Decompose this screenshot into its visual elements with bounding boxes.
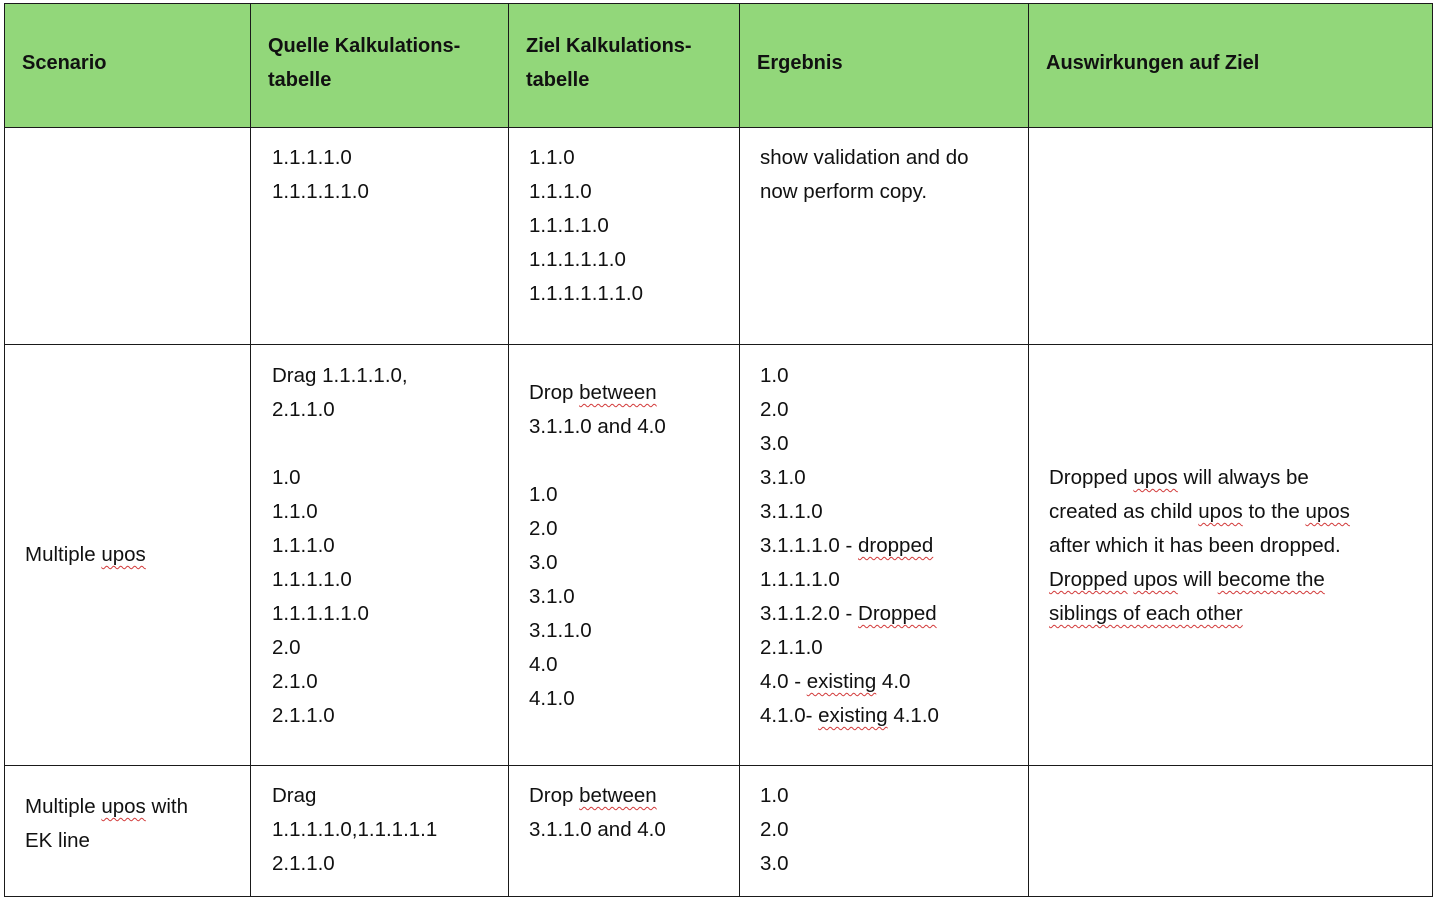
outline-number: 1.1.1.1.1.0	[272, 602, 369, 625]
impact-text: after which it has been dropped.	[1049, 534, 1341, 557]
result-existing	[760, 665, 1012, 699]
spellcheck-word: between	[579, 381, 657, 404]
spellcheck-word: Dropped	[1049, 568, 1128, 591]
outline-number: 3.1.0	[529, 585, 575, 608]
cell-scenario	[5, 345, 251, 766]
spellcheck-word: existing	[806, 670, 877, 693]
result-dropped	[760, 597, 1012, 631]
spellcheck-word: upos	[1305, 500, 1350, 523]
outline-number: 4.1.0	[887, 704, 939, 727]
drop-instruction: Drop between	[529, 784, 657, 807]
outline-number: 1.1.0	[272, 500, 318, 523]
cell-ziel	[509, 766, 740, 897]
cell-text	[5, 128, 250, 141]
spellcheck-word: dropped	[858, 534, 934, 557]
table-row	[5, 345, 1433, 766]
drag-instruction: 2.1.1.0	[272, 398, 335, 421]
result-existing	[760, 699, 1012, 733]
cell-quelle	[251, 345, 509, 766]
scenario-label: Multiple upos with	[25, 795, 188, 818]
column-header-quelle	[251, 4, 509, 128]
drop-word: Drop	[529, 381, 580, 404]
drop-instruction: 3.1.1.0 and 4.0	[529, 818, 666, 841]
outline-number: 3.0	[760, 852, 789, 875]
outline-number: 1.0	[760, 784, 789, 807]
spellcheck-word: between	[579, 784, 657, 807]
outline-number: 4.1.0	[529, 687, 575, 710]
outline-number: 1.1.1.0	[272, 534, 335, 557]
result-text: now perform copy.	[760, 180, 928, 203]
impact-text: Dropped upos will always be	[1049, 466, 1309, 489]
spellcheck-word: upos	[101, 795, 146, 818]
outline-number: 3.1.1.2.0 -	[760, 602, 859, 625]
impact-text: Dropped upos will become the	[1049, 568, 1325, 591]
drop-instruction	[529, 376, 723, 410]
outline-number: 1.0	[760, 364, 789, 387]
header-label: Auswirkungen auf Ziel	[1046, 51, 1260, 74]
scenario-label	[25, 538, 234, 572]
outline-number: 1.1.1.1.0	[272, 568, 352, 591]
drag-instruction: Drag	[272, 784, 317, 807]
outline-number: 3.1.1.0	[760, 500, 823, 523]
outline-number: 3.1.1.0	[529, 619, 592, 642]
header-label: Ergebnis	[757, 51, 843, 74]
column-header-ergebnis	[740, 4, 1029, 128]
outline-number: 2.1.1.0	[760, 636, 823, 659]
column-header-scenario	[5, 4, 251, 128]
outline-number: 1.0	[272, 466, 301, 489]
impact-text: created as child upos to the upos	[1049, 500, 1350, 523]
drag-instruction: Drag 1.1.1.1.0,	[272, 364, 408, 387]
outline-number: 3.0	[529, 551, 558, 574]
header-label-line: Quelle Kalkulations-	[268, 34, 461, 57]
outline-number: 1.1.1.1.0,1.1.1.1.1	[272, 818, 438, 841]
outline-number: 1.0	[529, 483, 558, 506]
spellcheck-word: upos	[101, 543, 146, 566]
cell-auswirkungen	[1029, 766, 1433, 897]
outline-number: 1.1.1.1.0	[272, 146, 352, 169]
cell-ergebnis	[740, 766, 1029, 897]
header-row	[5, 4, 1433, 128]
cell-scenario	[5, 128, 251, 345]
header-label: Scenario	[22, 51, 107, 74]
outline-number: 1.1.1.1.1.0	[529, 248, 626, 271]
outline-number: 2.0	[760, 398, 789, 421]
drop-instruction: 3.1.1.0 and 4.0	[529, 415, 666, 438]
cell-ziel	[509, 345, 740, 766]
outline-number: 1.1.1.1.1.1.0	[529, 282, 643, 305]
cell-ergebnis	[740, 128, 1029, 345]
outline-number: 2.1.1.0	[272, 704, 335, 727]
cell-scenario	[5, 766, 251, 897]
scenario-word: Multiple	[25, 543, 102, 566]
spellcheck-word: existing	[818, 704, 888, 727]
impact-text	[1049, 597, 1416, 631]
outline-number: 4.0 -	[760, 670, 807, 693]
cell-auswirkungen	[1029, 128, 1433, 345]
header-label-line: tabelle	[268, 68, 332, 91]
header-label-line: Ziel Kalkulations-	[526, 34, 692, 57]
spellcheck-word: upos	[1133, 466, 1178, 489]
outline-number: 4.0	[529, 653, 558, 676]
header-label-line: tabelle	[526, 68, 590, 91]
spellcheck-word: siblings of each other	[1049, 602, 1243, 625]
cell-text	[1029, 766, 1432, 779]
outline-number: 2.0	[272, 636, 301, 659]
cell-quelle	[251, 766, 509, 897]
cell-text	[1029, 128, 1432, 141]
column-header-ziel	[509, 4, 740, 128]
cell-ziel	[509, 128, 740, 345]
header-label	[509, 29, 739, 97]
result-dropped	[760, 529, 1012, 563]
header-label	[251, 29, 508, 97]
outline-number: 3.1.0	[760, 466, 806, 489]
cell-ergebnis	[740, 345, 1029, 766]
outline-number: 2.0	[529, 517, 558, 540]
cell-quelle	[251, 128, 509, 345]
outline-number: 4.0	[876, 670, 911, 693]
outline-number: 4.1.0-	[760, 704, 819, 727]
spellcheck-word: upos	[1198, 500, 1243, 523]
outline-number: 3.0	[760, 432, 789, 455]
outline-number: 2.1.1.0	[272, 852, 335, 875]
table-row	[5, 766, 1433, 897]
outline-number: 1.1.0	[529, 146, 575, 169]
spellcheck-word: upos	[1133, 568, 1178, 591]
outline-number: 1.1.1.1.1.0	[272, 180, 369, 203]
outline-number: 2.1.0	[272, 670, 318, 693]
outline-number: 3.1.1.1.0 -	[760, 534, 859, 557]
spellcheck-word: become the	[1217, 568, 1325, 591]
outline-number: 2.0	[760, 818, 789, 841]
result-text: show validation and do	[760, 146, 969, 169]
cell-auswirkungen	[1029, 345, 1433, 766]
spacer-line	[529, 444, 723, 478]
outline-number: 1.1.1.1.0	[760, 568, 840, 591]
column-header-auswirkungen	[1029, 4, 1433, 128]
scenario-table	[4, 3, 1433, 897]
spacer-line	[272, 427, 492, 461]
scenario-label: EK line	[25, 829, 90, 852]
outline-number: 1.1.1.1.0	[529, 214, 609, 237]
spellcheck-word: Dropped	[858, 602, 937, 625]
outline-number: 1.1.1.0	[529, 180, 592, 203]
table-row	[5, 128, 1433, 345]
